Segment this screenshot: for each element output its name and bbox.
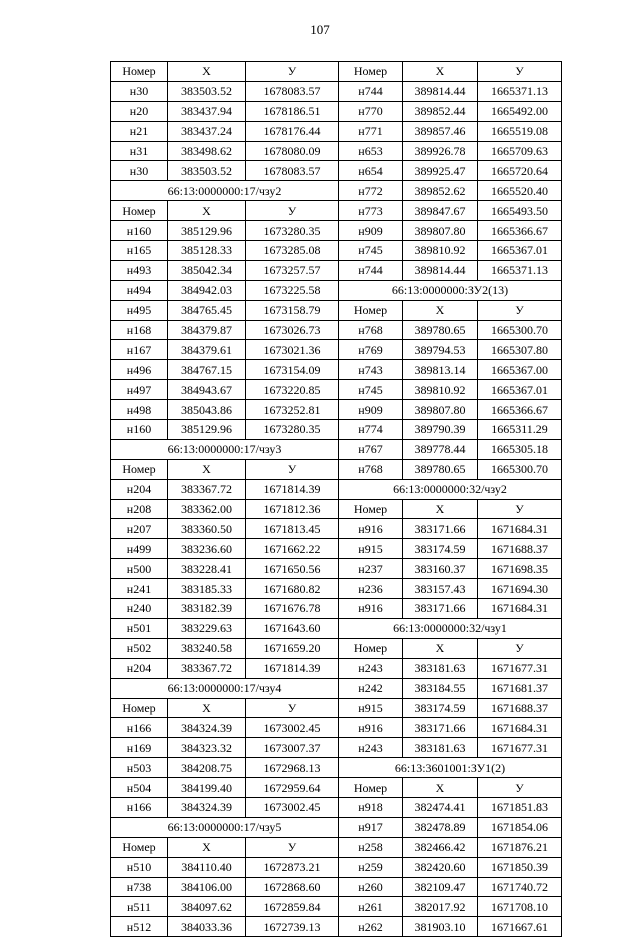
right-header-coord-x: X (403, 638, 478, 658)
left-section-title: 66:13:0000000:17/чзу4 (111, 678, 339, 698)
left-coord-x: 384323.32 (168, 738, 246, 758)
left-coord-x: 385129.96 (168, 221, 246, 241)
right-point-number: н917 (339, 817, 403, 837)
right-coord-y: 1665367.00 (478, 360, 562, 380)
left-coord-y: 1673280.35 (246, 420, 339, 440)
left-point-number: н504 (111, 778, 168, 798)
right-point-number: н769 (339, 340, 403, 360)
right-point-number: н745 (339, 380, 403, 400)
table-row (111, 599, 562, 619)
right-coord-y: 1665520.40 (478, 181, 562, 201)
right-point-number: н772 (339, 181, 403, 201)
left-coord-x: 383362.00 (168, 499, 246, 519)
right-header-coord-x: X (403, 778, 478, 798)
left-coord-y: 1673280.35 (246, 221, 339, 241)
right-coord-y: 1671667.61 (478, 917, 562, 937)
table-row (111, 758, 562, 778)
left-coord-x: 383498.62 (168, 141, 246, 161)
left-point-number: н204 (111, 479, 168, 499)
right-coord-x: 389852.44 (403, 101, 478, 121)
left-coord-x: 383185.33 (168, 579, 246, 599)
right-coord-y: 1671688.37 (478, 698, 562, 718)
right-coord-y: 1665311.29 (478, 420, 562, 440)
right-point-number: н745 (339, 241, 403, 261)
left-coord-y: 1678186.51 (246, 101, 339, 121)
right-coord-y: 1665371.13 (478, 260, 562, 280)
left-coord-y: 1671676.78 (246, 599, 339, 619)
right-point-number: н916 (339, 519, 403, 539)
left-header-coord-x: X (168, 698, 246, 718)
left-coord-x: 383437.94 (168, 101, 246, 121)
right-coord-x: 382109.47 (403, 877, 478, 897)
left-coord-x: 384379.87 (168, 320, 246, 340)
right-header-coord-y: У (478, 778, 562, 798)
right-point-number: н909 (339, 221, 403, 241)
left-coord-y: 1671813.45 (246, 519, 339, 539)
left-coord-x: 384324.39 (168, 797, 246, 817)
left-coord-x: 385043.86 (168, 400, 246, 420)
left-section-title: 66:13:0000000:17/чзу2 (111, 181, 339, 201)
left-point-number: н167 (111, 340, 168, 360)
right-point-number: н773 (339, 201, 403, 221)
right-coord-y: 1665493.50 (478, 201, 562, 221)
left-point-number: н169 (111, 738, 168, 758)
table-row (111, 877, 562, 897)
table-row (111, 797, 562, 817)
left-point-number: н494 (111, 280, 168, 300)
right-coord-y: 1671851.83 (478, 797, 562, 817)
right-point-number: н771 (339, 121, 403, 141)
left-coord-x: 384765.45 (168, 300, 246, 320)
right-coord-y: 1671677.31 (478, 738, 562, 758)
left-point-number: н503 (111, 758, 168, 778)
left-coord-x: 384199.40 (168, 778, 246, 798)
right-point-number: н243 (339, 658, 403, 678)
left-coord-y: 1673007.37 (246, 738, 339, 758)
right-coord-x: 383171.66 (403, 599, 478, 619)
left-coord-y: 1673285.08 (246, 241, 339, 261)
table-row (111, 121, 562, 141)
left-header-coord-y: У (246, 459, 339, 479)
right-coord-y: 1671740.72 (478, 877, 562, 897)
left-point-number: н207 (111, 519, 168, 539)
table-row (111, 241, 562, 261)
table-row (111, 221, 562, 241)
right-coord-y: 1671681.37 (478, 678, 562, 698)
right-coord-y: 1671694.30 (478, 579, 562, 599)
right-point-number: н915 (339, 539, 403, 559)
left-coord-y: 1671680.82 (246, 579, 339, 599)
right-coord-y: 1665305.18 (478, 439, 562, 459)
left-coord-x: 383360.50 (168, 519, 246, 539)
left-section-title: 66:13:0000000:17/чзу5 (111, 817, 339, 837)
right-coord-y: 1671854.06 (478, 817, 562, 837)
table-row (111, 817, 562, 837)
left-point-number: н21 (111, 121, 168, 141)
left-header-coord-y: У (246, 62, 339, 82)
right-coord-y: 1671688.37 (478, 539, 562, 559)
right-coord-x: 389778.44 (403, 439, 478, 459)
right-section-title: 66:13:0000000:32/чзу1 (339, 618, 562, 638)
table-row (111, 360, 562, 380)
right-coord-x: 389807.80 (403, 400, 478, 420)
right-coord-x: 382478.89 (403, 817, 478, 837)
right-coord-y: 1671876.21 (478, 837, 562, 857)
right-point-number: н774 (339, 420, 403, 440)
right-coord-y: 1671684.31 (478, 599, 562, 619)
right-coord-x: 389807.80 (403, 221, 478, 241)
right-coord-x: 389810.92 (403, 380, 478, 400)
right-header-coord-x: X (403, 62, 478, 82)
table-row (111, 340, 562, 360)
table-row (111, 857, 562, 877)
left-coord-x: 385128.33 (168, 241, 246, 261)
left-coord-y: 1673026.73 (246, 320, 339, 340)
right-header-point-number: Номер (339, 62, 403, 82)
left-section-title: 66:13:0000000:17/чзу3 (111, 439, 339, 459)
left-coord-x: 383367.72 (168, 479, 246, 499)
right-coord-x: 389926.78 (403, 141, 478, 161)
right-coord-y: 1665300.70 (478, 320, 562, 340)
left-header-point-number: Номер (111, 837, 168, 857)
table-row (111, 201, 562, 221)
table-row (111, 519, 562, 539)
left-header-coord-y: У (246, 201, 339, 221)
left-coord-x: 384033.36 (168, 917, 246, 937)
left-header-point-number: Номер (111, 698, 168, 718)
left-coord-y: 1678083.57 (246, 81, 339, 101)
right-section-title: 66:13:0000000:ЗУ2(13) (339, 280, 562, 300)
left-point-number: н499 (111, 539, 168, 559)
right-coord-x: 389847.67 (403, 201, 478, 221)
right-coord-y: 1671684.31 (478, 519, 562, 539)
right-point-number: н242 (339, 678, 403, 698)
table-row (111, 101, 562, 121)
right-coord-y: 1671677.31 (478, 658, 562, 678)
right-coord-x: 389790.39 (403, 420, 478, 440)
table-row (111, 698, 562, 718)
left-coord-x: 383236.60 (168, 539, 246, 559)
page-number: 107 (310, 22, 330, 37)
left-coord-y: 1671643.60 (246, 618, 339, 638)
left-coord-x: 383503.52 (168, 161, 246, 181)
left-coord-y: 1672959.64 (246, 778, 339, 798)
left-point-number: н20 (111, 101, 168, 121)
left-coord-x: 383228.41 (168, 559, 246, 579)
left-coord-y: 1678176.44 (246, 121, 339, 141)
right-point-number: н654 (339, 161, 403, 181)
left-coord-x: 385129.96 (168, 420, 246, 440)
table-row (111, 400, 562, 420)
left-header-coord-y: У (246, 698, 339, 718)
right-coord-y: 1671708.10 (478, 897, 562, 917)
left-point-number: н738 (111, 877, 168, 897)
right-point-number: н916 (339, 718, 403, 738)
left-point-number: н496 (111, 360, 168, 380)
left-point-number: н493 (111, 260, 168, 280)
left-header-point-number: Номер (111, 62, 168, 82)
left-coord-x: 385042.34 (168, 260, 246, 280)
right-coord-x: 389852.62 (403, 181, 478, 201)
table-row (111, 897, 562, 917)
coordinates-table-body (111, 62, 562, 937)
left-header-coord-x: X (168, 837, 246, 857)
right-point-number: н768 (339, 459, 403, 479)
right-header-point-number: Номер (339, 300, 403, 320)
left-coord-x: 384324.39 (168, 718, 246, 738)
right-coord-y: 1665720.64 (478, 161, 562, 181)
left-coord-y: 1673252.81 (246, 400, 339, 420)
left-coord-y: 1678080.09 (246, 141, 339, 161)
table-row (111, 917, 562, 937)
right-coord-x: 383174.59 (403, 698, 478, 718)
left-point-number: н497 (111, 380, 168, 400)
right-coord-x: 381903.10 (403, 917, 478, 937)
right-point-number: н261 (339, 897, 403, 917)
right-coord-y: 1665366.67 (478, 221, 562, 241)
left-coord-x: 384767.15 (168, 360, 246, 380)
left-point-number: н495 (111, 300, 168, 320)
left-coord-x: 383229.63 (168, 618, 246, 638)
right-coord-x: 383181.63 (403, 658, 478, 678)
left-coord-x: 384942.03 (168, 280, 246, 300)
right-coord-x: 382420.60 (403, 857, 478, 877)
right-coord-y: 1665307.80 (478, 340, 562, 360)
right-coord-x: 383160.37 (403, 559, 478, 579)
left-point-number: н511 (111, 897, 168, 917)
right-section-title: 66:13:0000000:32/чзу2 (339, 479, 562, 499)
right-header-coord-y: У (478, 638, 562, 658)
right-section-title: 66:13:3601001:ЗУ1(2) (339, 758, 562, 778)
table-row (111, 559, 562, 579)
left-header-coord-x: X (168, 459, 246, 479)
left-coord-x: 383367.72 (168, 658, 246, 678)
table-row (111, 62, 562, 82)
left-header-coord-y: У (246, 837, 339, 857)
right-coord-x: 383184.55 (403, 678, 478, 698)
right-coord-x: 389857.46 (403, 121, 478, 141)
right-point-number: н262 (339, 917, 403, 937)
left-coord-y: 1673021.36 (246, 340, 339, 360)
left-coord-y: 1671812.36 (246, 499, 339, 519)
right-coord-y: 1665300.70 (478, 459, 562, 479)
right-point-number: н258 (339, 837, 403, 857)
right-coord-y: 1671698.35 (478, 559, 562, 579)
right-coord-x: 383157.43 (403, 579, 478, 599)
right-point-number: н770 (339, 101, 403, 121)
left-coord-y: 1673154.09 (246, 360, 339, 380)
left-coord-y: 1673002.45 (246, 797, 339, 817)
table-row (111, 380, 562, 400)
left-coord-y: 1673225.58 (246, 280, 339, 300)
right-header-coord-y: У (478, 62, 562, 82)
left-point-number: н204 (111, 658, 168, 678)
table-row (111, 181, 562, 201)
table-row (111, 459, 562, 479)
left-point-number: н241 (111, 579, 168, 599)
right-point-number: н916 (339, 599, 403, 619)
left-point-number: н166 (111, 797, 168, 817)
right-point-number: н236 (339, 579, 403, 599)
left-point-number: н240 (111, 599, 168, 619)
left-point-number: н30 (111, 161, 168, 181)
left-point-number: н208 (111, 499, 168, 519)
right-coord-y: 1665709.63 (478, 141, 562, 161)
left-coord-y: 1671650.56 (246, 559, 339, 579)
table-row (111, 260, 562, 280)
left-coord-x: 384943.67 (168, 380, 246, 400)
right-coord-y: 1665492.00 (478, 101, 562, 121)
left-point-number: н502 (111, 638, 168, 658)
right-point-number: н909 (339, 400, 403, 420)
right-point-number: н744 (339, 260, 403, 280)
left-point-number: н512 (111, 917, 168, 937)
right-point-number: н260 (339, 877, 403, 897)
table-row (111, 320, 562, 340)
right-coord-x: 382017.92 (403, 897, 478, 917)
left-header-coord-x: X (168, 201, 246, 221)
right-point-number: н653 (339, 141, 403, 161)
table-row (111, 81, 562, 101)
table-row (111, 678, 562, 698)
left-coord-y: 1673257.57 (246, 260, 339, 280)
table-row (111, 718, 562, 738)
left-point-number: н160 (111, 420, 168, 440)
table-row (111, 439, 562, 459)
left-coord-x: 383182.39 (168, 599, 246, 619)
left-coord-y: 1673002.45 (246, 718, 339, 738)
left-coord-x: 384110.40 (168, 857, 246, 877)
right-coord-y: 1665371.13 (478, 81, 562, 101)
right-coord-y: 1665367.01 (478, 241, 562, 261)
left-point-number: н31 (111, 141, 168, 161)
left-coord-x: 383503.52 (168, 81, 246, 101)
right-coord-x: 389794.53 (403, 340, 478, 360)
right-point-number: н259 (339, 857, 403, 877)
left-coord-y: 1673220.85 (246, 380, 339, 400)
left-coord-y: 1671662.22 (246, 539, 339, 559)
table-row (111, 161, 562, 181)
left-header-point-number: Номер (111, 459, 168, 479)
left-coord-x: 384097.62 (168, 897, 246, 917)
left-coord-x: 384208.75 (168, 758, 246, 778)
table-row (111, 499, 562, 519)
left-point-number: н166 (111, 718, 168, 738)
right-point-number: н237 (339, 559, 403, 579)
table-row (111, 420, 562, 440)
right-point-number: н744 (339, 81, 403, 101)
left-point-number: н510 (111, 857, 168, 877)
right-coord-x: 389780.65 (403, 320, 478, 340)
table-row (111, 539, 562, 559)
right-coord-x: 389814.44 (403, 260, 478, 280)
right-point-number: н918 (339, 797, 403, 817)
left-coord-y: 1672968.13 (246, 758, 339, 778)
left-coord-x: 384106.00 (168, 877, 246, 897)
left-coord-y: 1671659.20 (246, 638, 339, 658)
table-row (111, 658, 562, 678)
table-row (111, 300, 562, 320)
right-coord-y: 1665366.67 (478, 400, 562, 420)
table-row (111, 618, 562, 638)
right-coord-x: 383174.59 (403, 539, 478, 559)
left-header-point-number: Номер (111, 201, 168, 221)
right-header-coord-y: У (478, 300, 562, 320)
left-point-number: н168 (111, 320, 168, 340)
left-coord-x: 384379.61 (168, 340, 246, 360)
left-header-coord-x: X (168, 62, 246, 82)
right-coord-x: 383171.66 (403, 519, 478, 539)
right-header-point-number: Номер (339, 499, 403, 519)
table-row (111, 579, 562, 599)
right-coord-x: 389810.92 (403, 241, 478, 261)
right-coord-x: 389813.14 (403, 360, 478, 380)
left-point-number: н500 (111, 559, 168, 579)
left-coord-x: 383437.24 (168, 121, 246, 141)
right-header-point-number: Номер (339, 778, 403, 798)
left-point-number: н30 (111, 81, 168, 101)
right-coord-x: 382466.42 (403, 837, 478, 857)
table-row (111, 778, 562, 798)
left-coord-y: 1672739.13 (246, 917, 339, 937)
right-coord-y: 1671850.39 (478, 857, 562, 877)
left-point-number: н160 (111, 221, 168, 241)
left-point-number: н165 (111, 241, 168, 261)
right-coord-y: 1671684.31 (478, 718, 562, 738)
table-row (111, 141, 562, 161)
left-coord-y: 1672873.21 (246, 857, 339, 877)
right-coord-x: 382474.41 (403, 797, 478, 817)
right-point-number: н743 (339, 360, 403, 380)
left-coord-y: 1672859.84 (246, 897, 339, 917)
table-row (111, 837, 562, 857)
left-point-number: н498 (111, 400, 168, 420)
table-row (111, 280, 562, 300)
right-coord-x: 389780.65 (403, 459, 478, 479)
coordinates-table (110, 61, 562, 937)
left-point-number: н501 (111, 618, 168, 638)
right-header-point-number: Номер (339, 638, 403, 658)
left-coord-y: 1678083.57 (246, 161, 339, 181)
right-coord-y: 1665367.01 (478, 380, 562, 400)
left-coord-y: 1673158.79 (246, 300, 339, 320)
right-point-number: н243 (339, 738, 403, 758)
right-header-coord-y: У (478, 499, 562, 519)
right-point-number: н915 (339, 698, 403, 718)
right-coord-x: 389814.44 (403, 81, 478, 101)
right-point-number: н768 (339, 320, 403, 340)
left-coord-y: 1671814.39 (246, 479, 339, 499)
right-header-coord-x: X (403, 499, 478, 519)
right-coord-x: 389925.47 (403, 161, 478, 181)
right-point-number: н767 (339, 439, 403, 459)
table-row (111, 738, 562, 758)
table-row (111, 479, 562, 499)
left-coord-y: 1672868.60 (246, 877, 339, 897)
right-coord-x: 383181.63 (403, 738, 478, 758)
left-coord-y: 1671814.39 (246, 658, 339, 678)
table-row (111, 638, 562, 658)
left-coord-x: 383240.58 (168, 638, 246, 658)
right-coord-x: 383171.66 (403, 718, 478, 738)
right-coord-y: 1665519.08 (478, 121, 562, 141)
right-header-coord-x: X (403, 300, 478, 320)
